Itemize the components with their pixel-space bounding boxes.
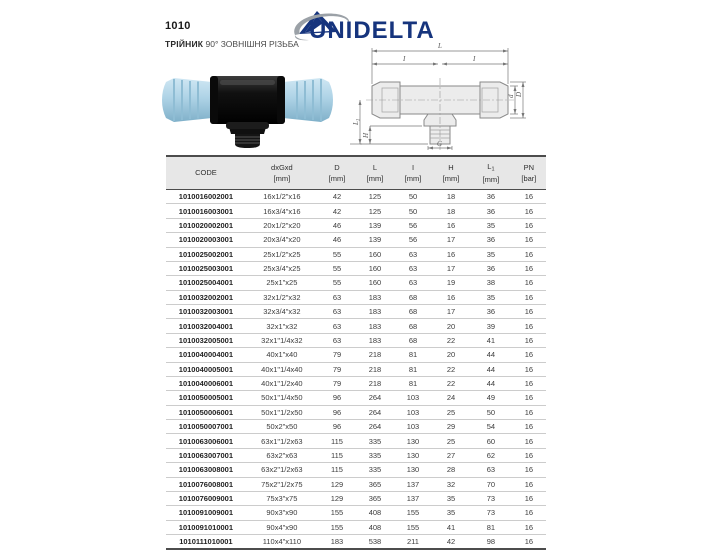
product-name: ТРІЙНИК xyxy=(165,39,204,49)
cell-value: 16 xyxy=(512,348,546,362)
cell-value: 20 xyxy=(432,319,470,333)
cell-code: 1010040006001 xyxy=(166,376,246,390)
cell-value: 16 xyxy=(512,218,546,232)
spec-table xyxy=(166,155,546,550)
cell-value: 55 xyxy=(318,247,356,261)
cell-value: 56 xyxy=(394,218,432,232)
table-row xyxy=(166,247,546,261)
cell-value: 29 xyxy=(432,420,470,434)
technical-drawing xyxy=(350,40,530,157)
cell-value: 42 xyxy=(318,204,356,218)
cell-code: 1010032002001 xyxy=(166,290,246,304)
table-row xyxy=(166,276,546,290)
cell-value: 79 xyxy=(318,376,356,390)
cell-value: 16 xyxy=(512,391,546,405)
cell-value: 155 xyxy=(318,506,356,520)
cell-value: 155 xyxy=(318,520,356,534)
cell-value: 46 xyxy=(318,233,356,247)
cell-value: 103 xyxy=(394,391,432,405)
cell-value: 160 xyxy=(356,261,394,275)
cell-value: 42 xyxy=(318,190,356,204)
cell-value: 264 xyxy=(356,391,394,405)
cell-value: 218 xyxy=(356,348,394,362)
cell-value: 218 xyxy=(356,362,394,376)
cell-value: 50 xyxy=(470,405,512,419)
cell-value: 39 xyxy=(470,319,512,333)
cell-value: 125 xyxy=(356,190,394,204)
cell-value: 16 xyxy=(512,477,546,491)
cell-code: 1010025003001 xyxy=(166,261,246,275)
product-subtitle: 90° ЗОВНІШНЯ РІЗЬБА xyxy=(205,39,299,49)
cell-value: 110x4"x110 xyxy=(246,535,318,550)
col-header-l1: $L_1$ [mm] xyxy=(470,156,512,190)
cell-value: 129 xyxy=(318,491,356,505)
cell-value: 41 xyxy=(470,333,512,347)
cell-value: 25x3/4"x25 xyxy=(246,261,318,275)
cell-value: 49 xyxy=(470,391,512,405)
cell-value: 17 xyxy=(432,261,470,275)
table-row xyxy=(166,348,546,362)
cell-value: 16 xyxy=(512,506,546,520)
cell-value: 36 xyxy=(470,261,512,275)
table-row xyxy=(166,448,546,462)
cell-value: 63 xyxy=(394,276,432,290)
table-row xyxy=(166,190,546,204)
cell-value: 115 xyxy=(318,434,356,448)
cell-value: 16 xyxy=(512,276,546,290)
table-row xyxy=(166,434,546,448)
cell-value: 408 xyxy=(356,506,394,520)
table-row xyxy=(166,319,546,333)
product-code: 1010 xyxy=(165,20,191,32)
cell-value: 75x2"1/2x75 xyxy=(246,477,318,491)
product-title xyxy=(165,39,299,49)
cell-code: 1010050006001 xyxy=(166,405,246,419)
cell-value: 139 xyxy=(356,233,394,247)
cell-value: 32x1"1/4x32 xyxy=(246,333,318,347)
cell-value: 35 xyxy=(470,290,512,304)
cell-value: 68 xyxy=(394,319,432,333)
cell-value: 62 xyxy=(470,448,512,462)
cell-code: 1010091010001 xyxy=(166,520,246,534)
cell-value: 28 xyxy=(432,463,470,477)
cell-value: 538 xyxy=(356,535,394,550)
cell-code: 1010091009001 xyxy=(166,506,246,520)
cell-value: 63 xyxy=(318,319,356,333)
dim-label-L: L xyxy=(438,42,442,50)
cell-value: 20x3/4"x20 xyxy=(246,233,318,247)
table-row xyxy=(166,420,546,434)
cell-value: 35 xyxy=(432,491,470,505)
cell-value: 16 xyxy=(432,290,470,304)
cell-value: 63 xyxy=(318,290,356,304)
cell-code: 1010063008001 xyxy=(166,463,246,477)
cell-value: 50x1"1/4x50 xyxy=(246,391,318,405)
table-row xyxy=(166,506,546,520)
cell-code: 1010016002001 xyxy=(166,190,246,204)
cell-value: 264 xyxy=(356,420,394,434)
col-header-h: H [mm] xyxy=(432,156,470,190)
cell-value: 55 xyxy=(318,261,356,275)
cell-value: 20x1/2"x20 xyxy=(246,218,318,232)
cell-value: 96 xyxy=(318,391,356,405)
cell-code: 1010050007001 xyxy=(166,420,246,434)
cell-code: 1010016003001 xyxy=(166,204,246,218)
cell-value: 35 xyxy=(470,247,512,261)
col-header-pn: PN [bar] xyxy=(512,156,546,190)
cell-code: 1010025004001 xyxy=(166,276,246,290)
cell-code: 1010025002001 xyxy=(166,247,246,261)
cell-value: 25 xyxy=(432,405,470,419)
cell-value: 160 xyxy=(356,276,394,290)
table-row xyxy=(166,535,546,550)
cell-code: 1010063007001 xyxy=(166,448,246,462)
cell-value: 16 xyxy=(512,290,546,304)
cell-value: 365 xyxy=(356,491,394,505)
cell-value: 44 xyxy=(470,348,512,362)
table-row xyxy=(166,290,546,304)
cell-value: 63 xyxy=(318,305,356,319)
table-row xyxy=(166,391,546,405)
cell-value: 68 xyxy=(394,305,432,319)
cell-code: 1010032005001 xyxy=(166,333,246,347)
cell-value: 18 xyxy=(432,190,470,204)
cell-value: 36 xyxy=(470,190,512,204)
cell-value: 73 xyxy=(470,506,512,520)
cell-value: 17 xyxy=(432,233,470,247)
tee-fitting-image xyxy=(162,76,333,148)
cell-code: 1010032003001 xyxy=(166,305,246,319)
cell-code: 1010050005001 xyxy=(166,391,246,405)
cell-value: 50 xyxy=(394,204,432,218)
table-row xyxy=(166,491,546,505)
cell-value: 160 xyxy=(356,247,394,261)
cell-value: 125 xyxy=(356,204,394,218)
table-row xyxy=(166,463,546,477)
col-header-i: I [mm] xyxy=(394,156,432,190)
cell-value: 183 xyxy=(318,535,356,550)
dim-label-L1: $L_1$ xyxy=(352,118,362,125)
cell-value: 81 xyxy=(394,362,432,376)
dim-label-H: H xyxy=(362,132,370,138)
cell-value: 90x4"x90 xyxy=(246,520,318,534)
table-row xyxy=(166,362,546,376)
cell-value: 16 xyxy=(512,376,546,390)
cell-value: 129 xyxy=(318,477,356,491)
cell-value: 73 xyxy=(470,491,512,505)
dim-label-d: d xyxy=(507,94,515,98)
cell-value: 16 xyxy=(512,333,546,347)
cell-value: 22 xyxy=(432,362,470,376)
cell-value: 137 xyxy=(394,477,432,491)
cell-value: 63 xyxy=(470,463,512,477)
col-header-l: L [mm] xyxy=(356,156,394,190)
cell-value: 16 xyxy=(512,434,546,448)
cell-value: 22 xyxy=(432,376,470,390)
cell-value: 16 xyxy=(432,218,470,232)
cell-value: 68 xyxy=(394,333,432,347)
cell-value: 16 xyxy=(512,319,546,333)
cell-value: 183 xyxy=(356,290,394,304)
cell-value: 24 xyxy=(432,391,470,405)
cell-value: 20 xyxy=(432,348,470,362)
table-row xyxy=(166,520,546,534)
cell-value: 335 xyxy=(356,463,394,477)
cell-value: 63 xyxy=(318,333,356,347)
cell-value: 38 xyxy=(470,276,512,290)
cell-code: 1010063006001 xyxy=(166,434,246,448)
cell-value: 16 xyxy=(512,305,546,319)
cell-value: 16 xyxy=(512,261,546,275)
cell-value: 16 xyxy=(512,448,546,462)
table-row xyxy=(166,305,546,319)
cell-value: 63 xyxy=(394,247,432,261)
cell-value: 46 xyxy=(318,218,356,232)
cell-value: 335 xyxy=(356,434,394,448)
cell-value: 16x3/4"x16 xyxy=(246,204,318,218)
cell-value: 96 xyxy=(318,405,356,419)
table-row xyxy=(166,333,546,347)
cell-value: 16 xyxy=(512,190,546,204)
cell-value: 32x3/4"x32 xyxy=(246,305,318,319)
cell-value: 365 xyxy=(356,477,394,491)
cell-value: 130 xyxy=(394,463,432,477)
cell-value: 25x1"x25 xyxy=(246,276,318,290)
cell-value: 218 xyxy=(356,376,394,390)
cell-value: 79 xyxy=(318,348,356,362)
dim-label-D: D xyxy=(515,91,523,97)
cell-value: 81 xyxy=(394,376,432,390)
cell-value: 63x1"1/2x63 xyxy=(246,434,318,448)
cell-value: 16 xyxy=(512,491,546,505)
cell-value: 16 xyxy=(432,247,470,261)
cell-value: 56 xyxy=(394,233,432,247)
cell-value: 40x1"x40 xyxy=(246,348,318,362)
cell-value: 103 xyxy=(394,420,432,434)
cell-code: 1010032004001 xyxy=(166,319,246,333)
cell-value: 63x2"x63 xyxy=(246,448,318,462)
product-photo xyxy=(160,60,335,155)
cell-value: 155 xyxy=(394,520,432,534)
cell-value: 81 xyxy=(394,348,432,362)
cell-code: 1010020003001 xyxy=(166,233,246,247)
cell-value: 16 xyxy=(512,247,546,261)
table-row xyxy=(166,477,546,491)
cell-value: 75x3"x75 xyxy=(246,491,318,505)
cell-value: 19 xyxy=(432,276,470,290)
table-header-row xyxy=(166,156,546,190)
cell-value: 98 xyxy=(470,535,512,550)
cell-value: 81 xyxy=(470,520,512,534)
dim-label-I-right: I xyxy=(473,55,476,63)
cell-value: 41 xyxy=(432,520,470,534)
cell-value: 22 xyxy=(432,333,470,347)
cell-code: 1010076008001 xyxy=(166,477,246,491)
table-row xyxy=(166,261,546,275)
cell-value: 90x3"x90 xyxy=(246,506,318,520)
cell-value: 16 xyxy=(512,463,546,477)
cell-value: 25x1/2"x25 xyxy=(246,247,318,261)
cell-value: 16 xyxy=(512,535,546,550)
table-row xyxy=(166,204,546,218)
cell-value: 137 xyxy=(394,491,432,505)
cell-value: 155 xyxy=(394,506,432,520)
cell-value: 36 xyxy=(470,233,512,247)
col-header-code: CODE xyxy=(166,156,246,190)
cell-code: 1010020002001 xyxy=(166,218,246,232)
cell-value: 63 xyxy=(394,261,432,275)
dim-label-G: G xyxy=(437,140,443,148)
cell-value: 36 xyxy=(470,204,512,218)
cell-value: 25 xyxy=(432,434,470,448)
cell-value: 17 xyxy=(432,305,470,319)
cell-value: 35 xyxy=(432,506,470,520)
cell-code: 1010076009001 xyxy=(166,491,246,505)
table-row xyxy=(166,376,546,390)
table-row xyxy=(166,218,546,232)
table-row xyxy=(166,233,546,247)
cell-value: 130 xyxy=(394,434,432,448)
cell-value: 211 xyxy=(394,535,432,550)
cell-value: 50x1"1/2x50 xyxy=(246,405,318,419)
cell-value: 40x1"1/4x40 xyxy=(246,362,318,376)
cell-value: 50 xyxy=(394,190,432,204)
cell-value: 42 xyxy=(432,535,470,550)
cell-value: 63x2"1/2x63 xyxy=(246,463,318,477)
cell-code: 1010040005001 xyxy=(166,362,246,376)
cell-value: 70 xyxy=(470,477,512,491)
cell-value: 264 xyxy=(356,405,394,419)
table-row xyxy=(166,405,546,419)
title-block xyxy=(165,20,299,49)
cell-value: 50x2"x50 xyxy=(246,420,318,434)
cell-value: 335 xyxy=(356,448,394,462)
cell-value: 408 xyxy=(356,520,394,534)
dim-label-I-left: I xyxy=(403,55,406,63)
cell-value: 16 xyxy=(512,405,546,419)
cell-value: 16 xyxy=(512,204,546,218)
cell-value: 96 xyxy=(318,420,356,434)
cell-value: 139 xyxy=(356,218,394,232)
cell-value: 115 xyxy=(318,448,356,462)
cell-value: 16x1/2"x16 xyxy=(246,190,318,204)
cell-value: 183 xyxy=(356,333,394,347)
cell-value: 32 xyxy=(432,477,470,491)
col-header-d: D [mm] xyxy=(318,156,356,190)
cell-code: 1010040004001 xyxy=(166,348,246,362)
brand-name: UNIDELTA xyxy=(309,17,435,44)
cell-value: 44 xyxy=(470,376,512,390)
cell-value: 27 xyxy=(432,448,470,462)
cell-value: 35 xyxy=(470,218,512,232)
cell-value: 79 xyxy=(318,362,356,376)
cell-value: 16 xyxy=(512,362,546,376)
cell-value: 40x1"1/2x40 xyxy=(246,376,318,390)
cell-value: 54 xyxy=(470,420,512,434)
cell-value: 55 xyxy=(318,276,356,290)
cell-value: 16 xyxy=(512,420,546,434)
cell-value: 183 xyxy=(356,305,394,319)
cell-value: 115 xyxy=(318,463,356,477)
cell-value: 60 xyxy=(470,434,512,448)
col-header-dxgxd: dxGxd [mm] xyxy=(246,156,318,190)
cell-value: 36 xyxy=(470,305,512,319)
cell-code: 1010111010001 xyxy=(166,535,246,550)
cell-value: 18 xyxy=(432,204,470,218)
cell-value: 32x1/2"x32 xyxy=(246,290,318,304)
cell-value: 16 xyxy=(512,520,546,534)
cell-value: 103 xyxy=(394,405,432,419)
cell-value: 44 xyxy=(470,362,512,376)
cell-value: 32x1"x32 xyxy=(246,319,318,333)
cell-value: 68 xyxy=(394,290,432,304)
cell-value: 130 xyxy=(394,448,432,462)
cell-value: 16 xyxy=(512,233,546,247)
cell-value: 183 xyxy=(356,319,394,333)
